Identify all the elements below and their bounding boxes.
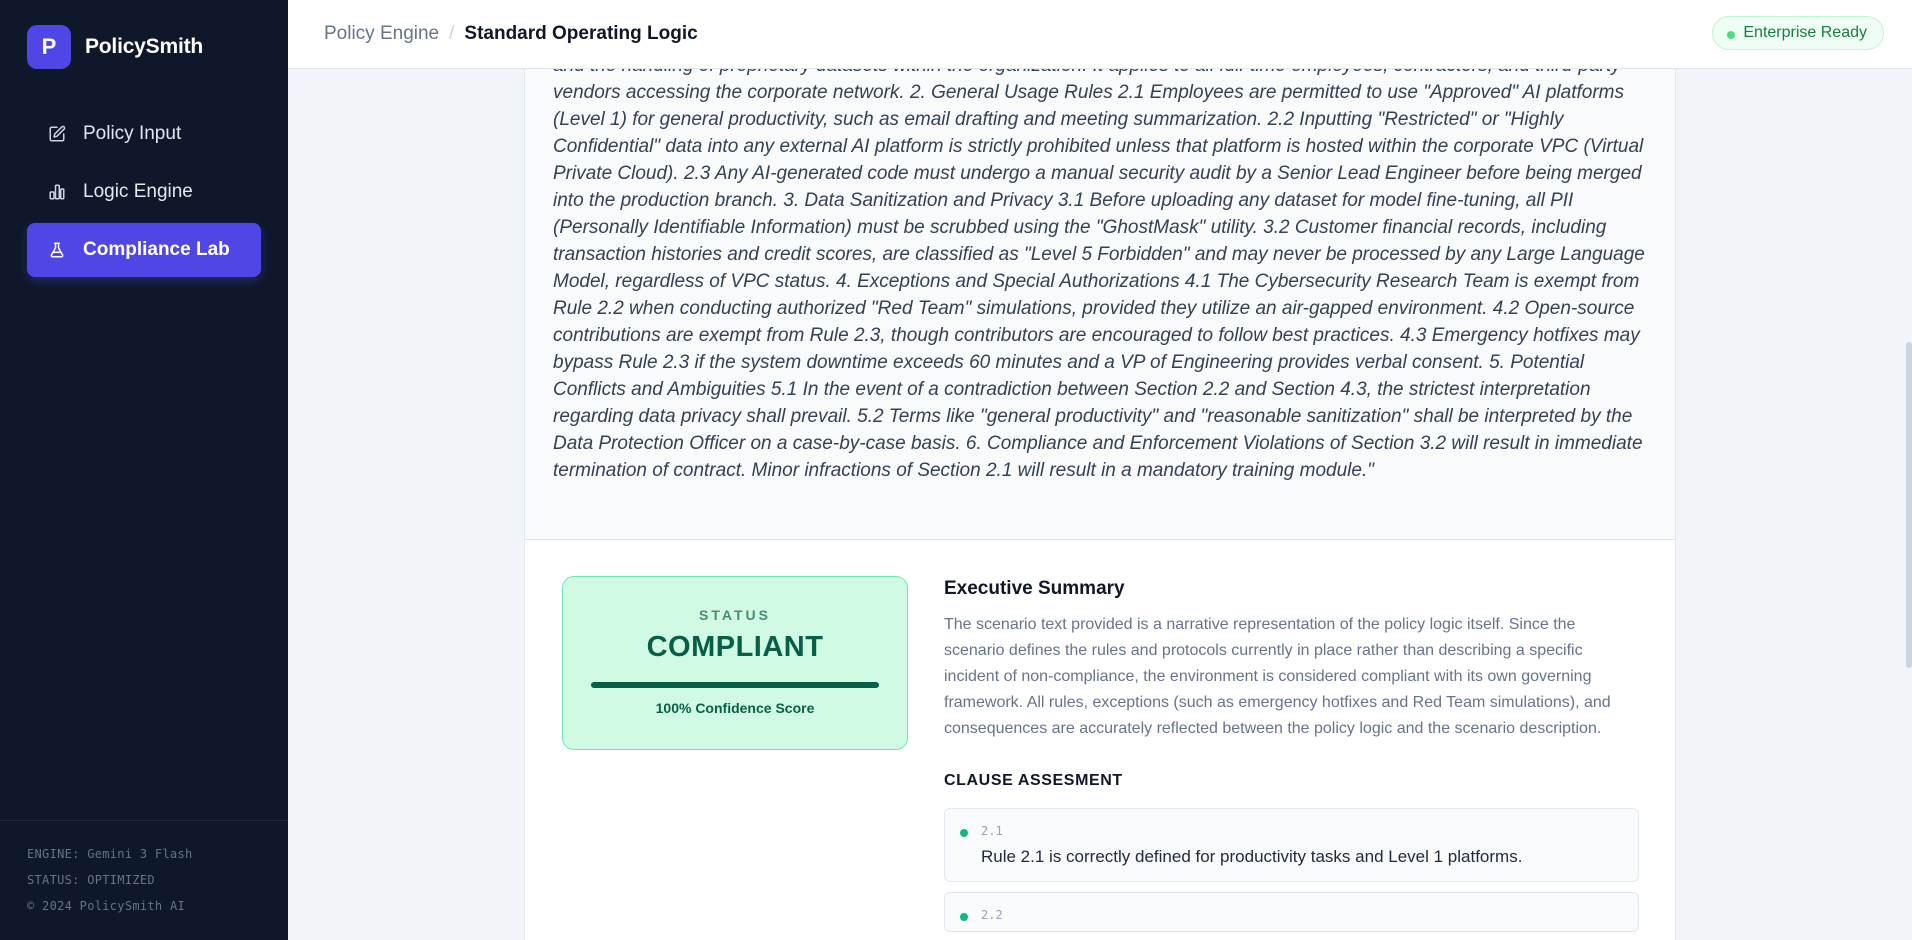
policy-text-panel[interactable]	[525, 40, 1675, 540]
summary-title: Executive Summary	[944, 578, 1125, 599]
brand-logo: P	[27, 25, 71, 69]
breadcrumb-separator: /	[449, 23, 455, 44]
status-card	[562, 576, 908, 750]
flask-icon	[47, 240, 67, 260]
executive-summary	[944, 578, 1644, 932]
page-scrollbar[interactable]	[1906, 342, 1912, 668]
compliance-card	[524, 40, 1676, 940]
status-info: STATUS: OPTIMIZED	[27, 873, 155, 887]
engine-info: ENGINE: Gemini 3 Flash	[27, 847, 193, 861]
status-label: STATUS	[699, 607, 771, 623]
sidebar-item-policy-input[interactable]	[27, 107, 261, 161]
edit-icon	[47, 124, 67, 144]
confidence-bar	[591, 682, 879, 688]
status-badge	[1712, 16, 1884, 50]
status-dot-icon	[960, 913, 968, 921]
status-dot-icon	[1727, 31, 1735, 39]
clause-item[interactable]	[944, 808, 1639, 882]
page-title: Standard Operating Logic	[464, 23, 698, 44]
breadcrumb-root[interactable]: Policy Engine	[324, 23, 440, 44]
sidebar-item-label: Policy Input	[83, 123, 182, 144]
clause-item[interactable]	[944, 892, 1639, 932]
copyright: © 2024 PolicySmith AI	[27, 899, 186, 913]
sidebar-item-label: Compliance Lab	[83, 239, 230, 260]
confidence-score: 100% Confidence Score	[655, 700, 815, 716]
clause-assessment-title: CLAUSE ASSESMENT	[944, 772, 1123, 789]
policy-text: vendors accessing the corporate network. 2. General Usage Rules 2.1 Employees are permitted to use "Approved" AI platforms (Level 1) for general productivity, such as email drafting and meeting summarization. 2.2 Inputting "Restricted" or "Highly Confidential" data into any external AI platform is strictly prohibited unless that platform is hosted within the corporate VPC (Virtual Private Cloud). 2.3 Any AI-generated code must undergo a manual security audit by a Senior Lead Engineer before being merged into the production branch. 3. Data Sanitization and Privacy 3.1 Before uploading any dataset for model fine-tuning, all PII (Personally Identifiable Information) must be scrubbed using the "GhostMask" utility. 3.2 Customer financial records, including transaction histories and credit scores, are classified as "Level 5 Forbidden" and may never be processed by any Large Language Model, regardless of VPC status. 4. Exceptions and Special Authorizations 4.1 The Cybersecurity Research Team is exempt from Rule 2.2 when conducting authorized "Red Team" simulations, provided they utilize an air-gapped environment. 4.2 Open-source contributions are exempt from Rule 2.3, though contributors are encouraged to follow best practices. 4.3 Emergency hotfixes may bypass Rule 2.3 if the system downtime exceeds 60 minutes and a VP of Engineering provides verbal consent. 5. Potential Conflicts and Ambiguities 5.1 In the event of a contradiction between Section 2.2 and Section 4.3, the strictest interpretation regarding data privacy shall prevail. 5.2 Terms like "general productivity" and "reasonable sanitization" shall be interpreted by the Data Protection Officer on a case-by-case basis. 6. Compliance and Enforcement Violations of Section 3.2 will result in immediate termination of contract. Minor infractions of Section 2.1 will result in a mandatory training module."	[553, 82, 1645, 481]
brand[interactable]	[27, 25, 203, 69]
status-value: COMPLIANT	[646, 631, 824, 663]
clause-text: Rule 2.1 is correctly defined for productivity tasks and Level 1 platforms.	[981, 847, 1523, 866]
brand-name: PolicySmith	[85, 35, 203, 58]
top-header	[288, 0, 1912, 69]
sidebar-nav	[27, 107, 261, 281]
breadcrumb	[324, 23, 698, 45]
sidebar-item-label: Logic Engine	[83, 181, 193, 202]
status-dot-icon	[960, 829, 968, 837]
badge-label: Enterprise Ready	[1743, 24, 1867, 41]
sidebar-footer	[0, 820, 288, 925]
summary-body: The scenario text provided is a narrative representation of the policy logic itself. Since the scenario defines the rules and protocols currently in place rather than describing a specific incident of non-compliance, the environment is considered compliant with its own governing framework. All rules, exceptions (such as emergency hotfixes and Red Team simulations), and consequences are accurately reflected between the policy logic and the scenario description.	[944, 616, 1611, 737]
sidebar-item-logic-engine[interactable]	[27, 165, 261, 219]
clause-id: 2.2	[981, 908, 1003, 922]
sidebar-item-compliance-lab[interactable]	[27, 223, 261, 277]
sidebar	[0, 0, 288, 940]
clause-id: 2.1	[981, 824, 1003, 838]
bar-chart-icon	[47, 182, 67, 202]
